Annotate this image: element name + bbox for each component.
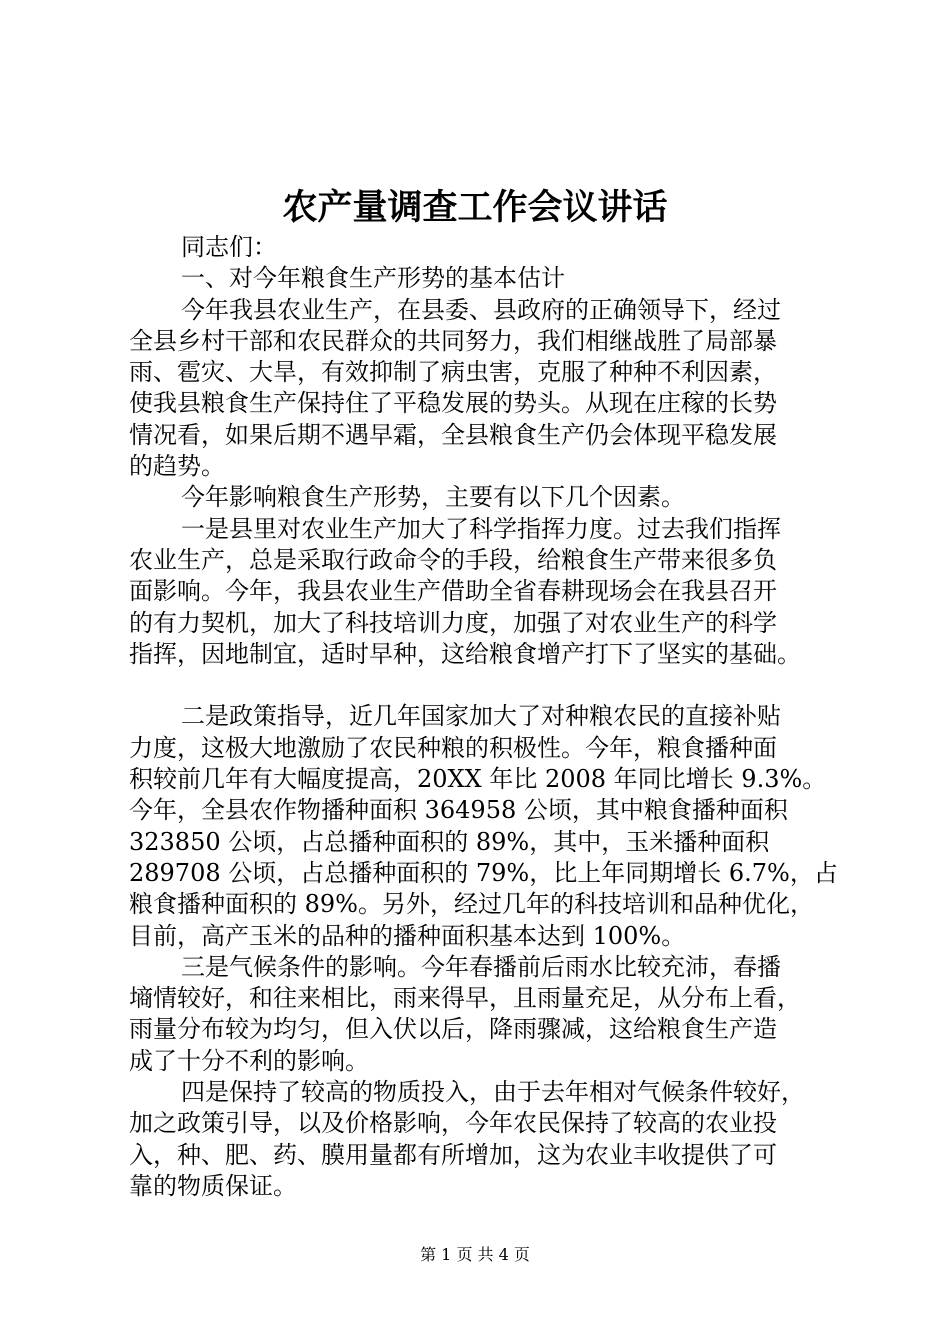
paragraph-line: 一是县里对农业生产加大了科学指挥力度。过去我们指挥 bbox=[181, 514, 781, 543]
paragraph-line: 面影响。今年，我县农业生产借助全省春耕现场会在我县召开 bbox=[129, 577, 777, 606]
paragraph-line: 今年影响粮食生产形势，主要有以下几个因素。 bbox=[181, 483, 685, 512]
paragraph-line: 323850 公顷，占总播种面积的 89%，其中，玉米播种面积 bbox=[129, 827, 770, 856]
paragraph-line: 积较前几年有大幅度提高，20XX 年比 2008 年同比增长 9.3%。 bbox=[129, 765, 827, 794]
page-number-footer: 第 1 页 共 4 页 bbox=[420, 1245, 530, 1264]
section-heading: 一、对今年粮食生产形势的基本估计 bbox=[181, 264, 565, 293]
salutation: 同志们： bbox=[181, 233, 277, 261]
paragraph-line: 加之政策引导，以及价格影响，今年农民保持了较高的农业投 bbox=[129, 1109, 777, 1138]
paragraph-line: 的趋势。 bbox=[129, 452, 225, 481]
document-body bbox=[129, 232, 849, 1202]
paragraph-line: 粮食播种面积的 89%。另外，经过几年的科技培训和品种优化， bbox=[129, 890, 814, 919]
paragraph-line: 的有力契机，加大了科技培训力度，加强了对农业生产的科学 bbox=[129, 608, 777, 637]
paragraph-line: 力度，这极大地激励了农民种粮的积极性。今年，粮食播种面 bbox=[129, 733, 777, 762]
paragraph-line: 今年我县农业生产，在县委、县政府的正确领导下，经过 bbox=[181, 295, 781, 324]
paragraph-line: 墒情较好，和往来相比，雨来得早，且雨量充足，从分布上看， bbox=[129, 984, 801, 1013]
document-title: 农产量调查工作会议讲话 bbox=[282, 187, 668, 228]
paragraph-line: 使我县粮食生产保持住了平稳发展的势头。从现在庄稼的长势 bbox=[129, 389, 777, 418]
paragraph-line: 入，种、肥、药、膜用量都有所增加，这为农业丰收提供了可 bbox=[129, 1140, 777, 1169]
paragraph-line: 靠的物质保证。 bbox=[129, 1171, 297, 1200]
paragraph-line: 二是政策指导，近几年国家加大了对种粮农民的直接补贴 bbox=[181, 702, 781, 731]
paragraph-line: 四是保持了较高的物质投入，由于去年相对气候条件较好， bbox=[181, 1078, 805, 1107]
paragraph-line: 雨量分布较为均匀，但入伏以后，降雨骤减，这给粮食生产造 bbox=[129, 1015, 777, 1044]
paragraph-line: 目前，高产玉米的品种的播种面积基本达到 100%。 bbox=[129, 921, 686, 950]
paragraph-line: 全县乡村干部和农民群众的共同努力，我们相继战胜了局部暴 bbox=[129, 326, 777, 355]
paragraph-line: 成了十分不利的影响。 bbox=[129, 1046, 369, 1075]
paragraph-line: 今年，全县农作物播种面积 364958 公顷，其中粮食播种面积 bbox=[129, 796, 788, 825]
paragraph-line: 情况看，如果后期不遇早霜，全县粮食生产仍会体现平稳发展 bbox=[129, 420, 777, 449]
paragraph-line: 289708 公顷，占总播种面积的 79%，比上年同期增长 6.7%，占 bbox=[129, 858, 838, 887]
paragraph-line: 雨、雹灾、大旱，有效抑制了病虫害，克服了种种不利因素， bbox=[129, 358, 777, 387]
blank-line bbox=[129, 670, 849, 701]
paragraph-line: 三是气候条件的影响。今年春播前后雨水比较充沛，春播 bbox=[181, 952, 781, 981]
paragraph-line: 指挥，因地制宜，适时早种，这给粮食增产打下了坚实的基础。 bbox=[129, 639, 801, 668]
paragraph-line: 农业生产，总是采取行政命令的手段，给粮食生产带来很多负 bbox=[129, 545, 777, 574]
